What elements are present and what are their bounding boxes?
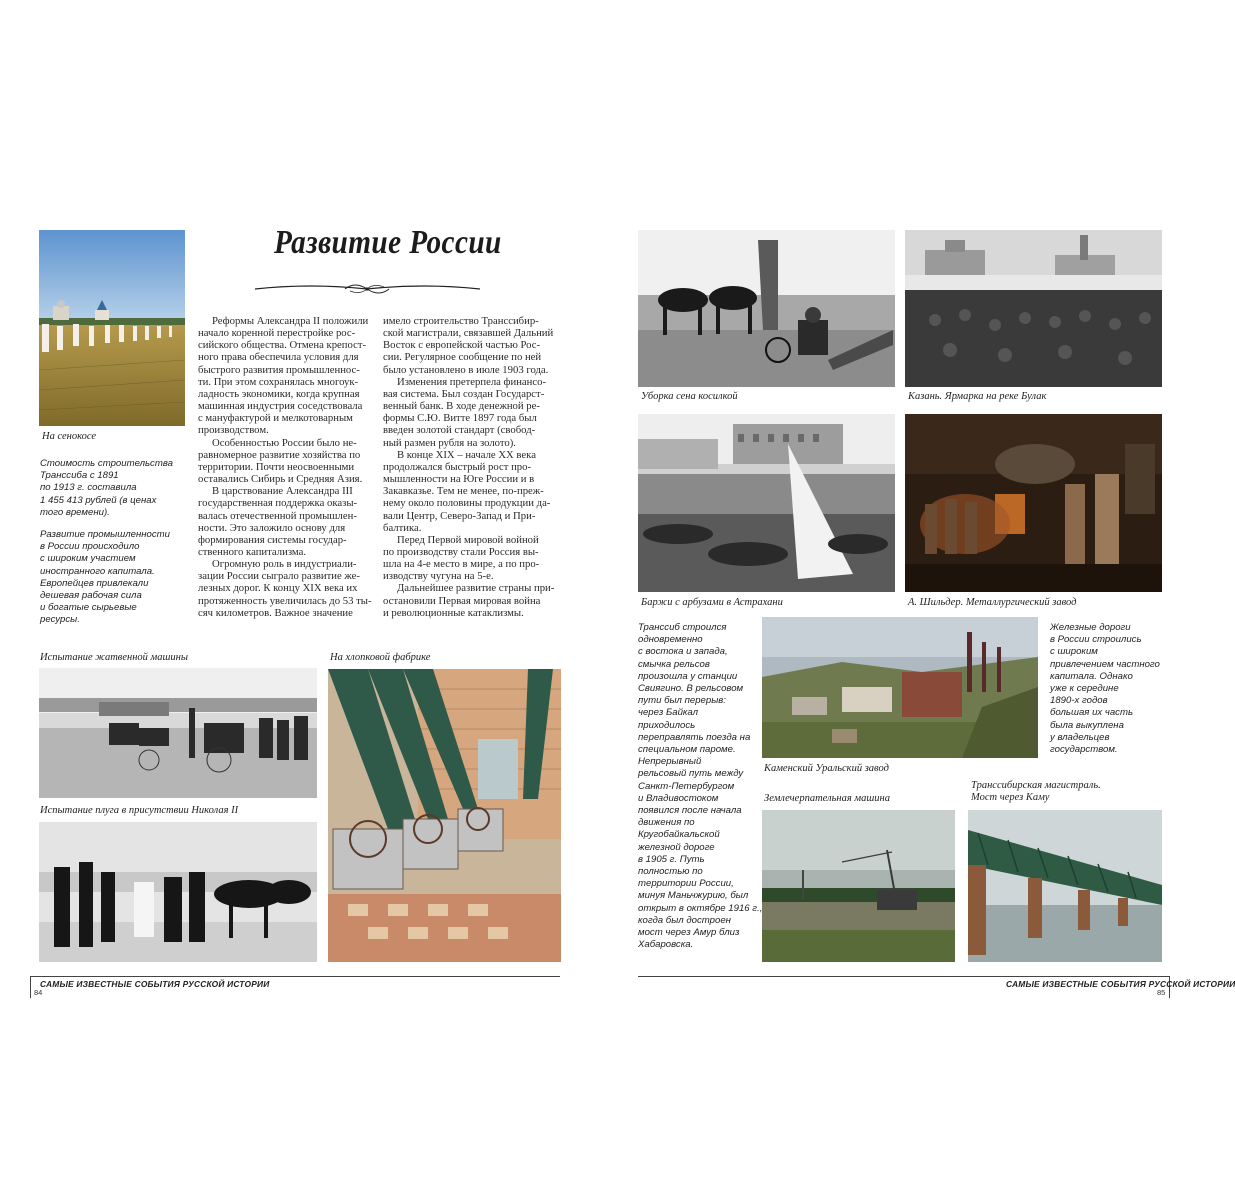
note-line: рельсовый путь между <box>638 768 744 780</box>
text-line: изводству чугуна на 5-е. <box>383 570 494 583</box>
cotton-caption: На хлопковой фабрике <box>330 652 431 663</box>
right-footer-label: САМЫЕ ИЗВЕСТНЫЕ СОБЫТИЯ РУССКОЙ ИСТОРИИ <box>1006 979 1235 989</box>
text-line: протяженность увеличилась до 53 ты- <box>198 594 372 607</box>
reaper-test-photo <box>39 668 317 798</box>
body-column-2 <box>383 315 554 619</box>
note-line: по 1913 г. составила <box>40 482 137 494</box>
note-line: когда был достроен <box>638 914 731 926</box>
note-line: привлечением частного <box>1050 658 1160 670</box>
text-line: остановили Первая мировая война <box>383 594 541 607</box>
note-line: в России строились <box>1050 634 1142 646</box>
text-line: лезных дорог. К концу XIX века их <box>198 582 358 595</box>
note-line: Кругобайкальской <box>638 829 720 841</box>
haymaking-caption: На сенокосе <box>42 431 97 442</box>
hay-mowing-photo <box>638 230 895 387</box>
note-line: специальном пароме. <box>638 744 736 756</box>
kazan-fair-caption: Казань. Ярмарка на реке Булак <box>908 391 1047 402</box>
text-line: Дальнейшее развитие страны при- <box>397 582 555 595</box>
text-line: ственного капитализма. <box>198 545 306 558</box>
text-line: ти. При этом сохранялась многоук- <box>198 375 359 388</box>
note-line: Хабаровска. <box>638 939 694 951</box>
haymaking-photo <box>39 230 185 426</box>
text-line: Изменения претерпела финансо- <box>397 375 547 388</box>
text-line: вая система. Был создан Государст- <box>383 387 545 400</box>
text-line: вали Центр, Северо-Запад и При- <box>383 509 536 522</box>
text-line: быстрого развития промышленнос- <box>198 363 360 376</box>
note-line: полностью по <box>638 866 703 878</box>
kamensky-plant-caption: Каменский Уральский завод <box>764 763 889 774</box>
kama-bridge-photo <box>968 810 1162 962</box>
text-line: имело строительство Транссибир- <box>383 315 539 327</box>
metallurgical-plant-caption: А. Шильдер. Металлургический завод <box>908 597 1077 608</box>
note-line: переправлять поезда на <box>638 731 751 743</box>
note-line: Стоимость строительства <box>40 458 173 469</box>
text-line: балтика. <box>383 521 422 534</box>
text-line: В царствование Александра III <box>212 485 353 498</box>
transsib-note <box>638 622 762 951</box>
note-line: с широким участием <box>40 553 136 565</box>
note-line: и богатые сырьевые <box>40 602 137 614</box>
note-line: смычка рельсов <box>638 658 710 670</box>
note-line: в России происходило <box>40 541 140 553</box>
note-line: Транссиб строился <box>638 622 727 633</box>
title-ornament <box>250 279 485 297</box>
note-line: в 1905 г. Путь <box>638 853 705 865</box>
text-line: валась отечественной промышлен- <box>198 509 357 522</box>
kazan-fair-photo <box>905 230 1162 387</box>
barges-photo <box>638 414 895 592</box>
note-line: дешевая рабочая сила <box>40 590 142 602</box>
text-line: зации России сыграло развитие же- <box>198 570 360 583</box>
note-line: открыт в октябре 1916 г., <box>638 902 763 914</box>
text-line: и революционные катаклизмы. <box>383 606 524 619</box>
hay-mowing-caption: Уборка сена косилкой <box>641 391 738 402</box>
note-line: большая их часть <box>1050 707 1133 719</box>
note-line: Свиягино. В рельсовом <box>638 683 744 695</box>
text-line: по производству стали Россия вы- <box>383 545 539 558</box>
note-line: одновременно <box>638 634 703 646</box>
text-line: машинная индустрия соседствовала <box>198 400 363 413</box>
note-line: минуя Маньчжурию, был <box>638 890 749 902</box>
railways-note <box>1050 622 1160 756</box>
text-line: сии. Регулярное сообщение по ней <box>383 351 542 364</box>
text-line: ладность экономики, когда крупная <box>198 387 360 400</box>
plough-test-photo <box>39 822 317 962</box>
plough-caption: Испытание плуга в присутствии Николая II <box>40 805 239 816</box>
cotton-factory-photo <box>328 669 561 962</box>
reaper-caption: Испытание жатвенной машины <box>40 652 188 663</box>
barges-caption: Баржи с арбузами в Астрахани <box>641 597 783 608</box>
dredger-photo <box>762 810 955 962</box>
note-line: Европейцев привлекали <box>40 577 149 589</box>
note-line: Санкт-Петербургом <box>638 780 735 792</box>
note-line: с широким <box>1050 646 1098 658</box>
text-line: ного права обеспечила условия для <box>198 351 359 364</box>
note-line: ресурсы. <box>40 614 80 626</box>
text-line: сяч километров. Важное значение <box>198 606 353 619</box>
text-line: Перед Первой мировой войной <box>397 533 539 546</box>
note-line: государством. <box>1050 744 1118 756</box>
note-line: через Байкал <box>638 707 699 719</box>
text-line: Особенностью России было не- <box>212 436 357 449</box>
bridge-caption-line: Мост через Каму <box>971 792 1050 803</box>
note-line: мост через Амур близ <box>638 927 740 939</box>
note-line: пути был перерыв: <box>638 695 726 707</box>
text-line: формы С.Ю. Витте 1897 года был <box>383 412 537 425</box>
note-line: с востока и запада, <box>638 646 728 658</box>
text-line: нему около половины продукции да- <box>383 497 551 510</box>
dredger-caption: Землечерпательная машина <box>764 793 890 804</box>
left-page-number: 84 <box>34 988 43 997</box>
text-line: В конце XIX – начале XX века <box>397 448 536 461</box>
text-line: равномерное развитие хозяйства по <box>198 448 361 461</box>
kama-bridge-caption <box>971 780 1101 804</box>
text-line: оставались Сибирь и Средняя Азия. <box>198 473 363 486</box>
note-line: движения по <box>638 817 695 829</box>
right-footer-rule <box>638 976 1170 977</box>
text-line: введен золотой стандарт (свобод- <box>383 424 536 437</box>
body-column-1 <box>198 315 372 619</box>
note-line: капитала. Однако <box>1050 670 1133 682</box>
text-line: производством. <box>198 424 269 437</box>
text-line: государственная поддержка оказы- <box>198 497 358 510</box>
note-line: Транссиба с 1891 <box>40 470 119 482</box>
left-footer-vertical-rule <box>30 976 31 998</box>
page-title: Развитие России <box>274 224 502 261</box>
note-line: 1890-х годов <box>1050 695 1108 707</box>
text-line: Огромную роль в индустриали- <box>212 558 357 571</box>
text-line: Закавказье. Тем не менее, по-преж- <box>383 485 544 498</box>
note-line: территории России, <box>638 878 734 890</box>
right-page-number: 85 <box>1157 988 1166 997</box>
note-line: была выкуплена <box>1050 719 1124 731</box>
text-line: ской магистрали, связавшей Дальний <box>383 327 554 340</box>
text-line: Восток с европейской частью Рос- <box>383 339 541 352</box>
metallurgical-plant-photo <box>905 414 1162 592</box>
text-line: начало коренной перестройке рос- <box>198 327 356 340</box>
text-line: продолжался быстрый рост про- <box>383 460 532 473</box>
text-line: Реформы Александра II положили <box>212 315 369 327</box>
note-line: у владельцев <box>1050 731 1110 743</box>
note-line: иностранного капитала. <box>40 565 155 577</box>
note-line: появился после начала <box>638 805 742 817</box>
text-line: шла на 4-е место в мире, а по про- <box>383 558 540 571</box>
note-line: того времени). <box>40 506 110 518</box>
text-line: мышленности на Юге России и в <box>383 473 535 486</box>
note-line: произошла у станции <box>638 670 738 682</box>
text-line: сийского общества. Отмена крепост- <box>198 339 367 352</box>
text-line: с мануфактурой и мелкотоварным <box>198 412 353 425</box>
text-line: формирования системы государ- <box>198 533 347 546</box>
text-line: территории. Почти неосвоенными <box>198 460 355 473</box>
note-line: железной дороге <box>638 841 715 853</box>
text-line: было установлено в июле 1903 года. <box>383 363 549 376</box>
text-line: венный банк. В ходе денежной ре- <box>383 400 540 413</box>
left-footer-rule <box>30 976 560 977</box>
note-line: и Владивостоком <box>638 792 719 804</box>
left-footer-label: САМЫЕ ИЗВЕСТНЫЕ СОБЫТИЯ РУССКОЙ ИСТОРИИ <box>40 979 270 989</box>
text-line: ный размен рубля на золото). <box>383 436 516 449</box>
note-line: уже к середине <box>1050 683 1119 695</box>
note-line: 1 455 413 рублей (в ценах <box>40 494 157 506</box>
kamensky-plant-photo <box>762 617 1038 758</box>
note-line: Развитие промышленности <box>40 529 170 541</box>
note-line: приходилось <box>638 719 696 731</box>
note-line: Непрерывный <box>638 756 702 768</box>
note-line: Железные дороги <box>1050 622 1131 633</box>
left-side-note <box>40 458 173 627</box>
bridge-caption-line: Транссибирская магистраль. <box>971 780 1101 791</box>
text-line: ности. Это заложило основу для <box>198 521 346 534</box>
